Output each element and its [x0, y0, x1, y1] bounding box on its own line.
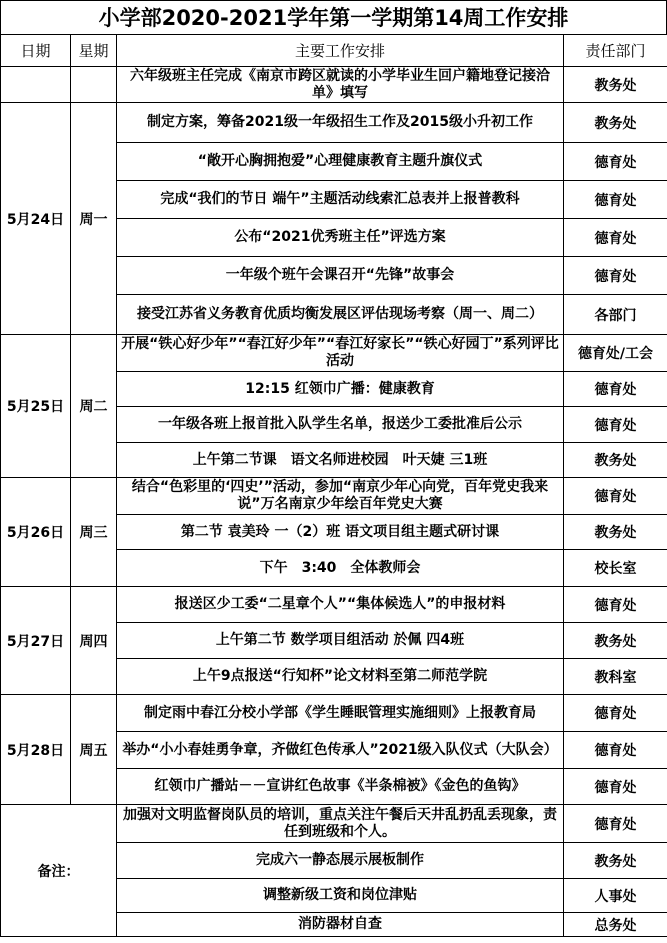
task-cell: 加强对文明监督岗队员的培训，重点关注午餐后天井乱扔乱丢现象，责任到班级和个人。 — [117, 805, 564, 843]
date-cell — [1, 67, 71, 103]
task-cell: 报送区少工委“二星章个人”“集体候选人”的申报材料 — [117, 587, 564, 623]
table-row — [1, 103, 667, 143]
table-row — [1, 695, 667, 732]
date-cell: 5月25日 — [1, 335, 71, 478]
dept-cell: 德育处 — [564, 769, 667, 805]
weekday-cell: 周二 — [71, 335, 117, 478]
dept-cell: 德育处 — [564, 587, 667, 623]
dept-cell: 教务处 — [564, 103, 667, 143]
task-cell: 制定方案，筹备2021级一年级招生工作及2015级小升初工作 — [117, 103, 564, 143]
task-cell: 红领巾广播站－－宣讲红色故事《半条棉被》《金色的鱼钩》 — [117, 769, 564, 805]
dept-cell: 教务处 — [564, 843, 667, 879]
header-task: 主要工作安排 — [117, 35, 564, 67]
dept-cell: 德育处 — [564, 407, 667, 443]
task-cell: 调整新级工资和岗位津贴 — [117, 879, 564, 913]
date-cell: 5月24日 — [1, 103, 71, 335]
dept-cell: 德育处/工会 — [564, 335, 667, 372]
dept-cell: 德育处 — [564, 695, 667, 732]
dept-cell: 德育处 — [564, 732, 667, 769]
weekday-cell — [71, 67, 117, 103]
dept-cell: 教务处 — [564, 623, 667, 659]
page-title: 小学部2020-2021学年第一学期第14周工作安排 — [0, 0, 667, 34]
task-cell: 结合“色彩里的‘四史’”活动，参加“南京少年心向党，百年党史我来说”万名南京少年绘百年党史大赛 — [117, 478, 564, 515]
task-cell: 上午第二节课 语文名师进校园 叶天婕 三1班 — [117, 443, 564, 478]
dept-cell: 总务处 — [564, 913, 667, 937]
dept-cell: 德育处 — [564, 181, 667, 219]
dept-cell: 德育处 — [564, 143, 667, 181]
dept-cell: 教务处 — [564, 443, 667, 478]
task-cell: 下午 3:40 全体教师会 — [117, 550, 564, 587]
task-cell: 制定雨中春江分校小学部《学生睡眠管理实施细则》上报教育局 — [117, 695, 564, 732]
task-cell: 六年级班主任完成《南京市跨区就读的小学毕业生回户籍地登记接洽单》填写 — [117, 67, 564, 103]
task-cell: 消防器材自查 — [117, 913, 564, 937]
date-cell: 5月26日 — [1, 478, 71, 587]
date-cell: 5月27日 — [1, 587, 71, 695]
header-weekday: 星期 — [71, 35, 117, 67]
task-cell: 开展“铁心好少年”“春江好少年”“春江好家长”“铁心好园丁”系列评比活动 — [117, 335, 564, 372]
table-row — [1, 67, 667, 103]
header-row — [1, 35, 667, 67]
dept-cell: 教科室 — [564, 659, 667, 695]
dept-cell: 德育处 — [564, 372, 667, 407]
task-cell: 第二节 袁美玲 一（2）班 语文项目组主题式研讨课 — [117, 515, 564, 550]
task-cell: 公布“2021优秀班主任”评选方案 — [117, 219, 564, 257]
table-row — [1, 805, 667, 843]
date-cell: 5月28日 — [1, 695, 71, 805]
weekday-cell: 周三 — [71, 478, 117, 587]
weekday-cell: 周一 — [71, 103, 117, 335]
task-cell: 一年级各班上报首批入队学生名单，报送少工委批准后公示 — [117, 407, 564, 443]
dept-cell: 德育处 — [564, 805, 667, 843]
notes-label: 备注： — [1, 805, 117, 937]
dept-cell: 德育处 — [564, 219, 667, 257]
task-cell: “敞开心胸拥抱爱”心理健康教育主题升旗仪式 — [117, 143, 564, 181]
weekday-cell: 周五 — [71, 695, 117, 805]
task-cell: 上午9点报送“行知杯”论文材料至第二师范学院 — [117, 659, 564, 695]
dept-cell: 教务处 — [564, 67, 667, 103]
dept-cell: 各部门 — [564, 295, 667, 335]
task-cell: 完成“我们的节日 端午”主题活动线索汇总表并上报普教科 — [117, 181, 564, 219]
table-row — [1, 335, 667, 372]
header-dept: 责任部门 — [564, 35, 667, 67]
task-cell: 12:15 红领巾广播：健康教育 — [117, 372, 564, 407]
dept-cell: 德育处 — [564, 257, 667, 295]
table-row — [1, 587, 667, 623]
schedule-table — [0, 34, 667, 937]
task-cell: 上午第二节 数学项目组活动 於佩 四4班 — [117, 623, 564, 659]
dept-cell: 教务处 — [564, 515, 667, 550]
task-cell: 完成六一静态展示展板制作 — [117, 843, 564, 879]
dept-cell: 德育处 — [564, 478, 667, 515]
dept-cell: 校长室 — [564, 550, 667, 587]
table-row — [1, 478, 667, 515]
dept-cell: 人事处 — [564, 879, 667, 913]
header-date: 日期 — [1, 35, 71, 67]
task-cell: 举办“小小春娃勇争章，齐做红色传承人”2021级入队仪式（大队会） — [117, 732, 564, 769]
weekday-cell: 周四 — [71, 587, 117, 695]
task-cell: 一年级个班午会课召开“先锋”故事会 — [117, 257, 564, 295]
task-cell: 接受江苏省义务教育优质均衡发展区评估现场考察（周一、周二） — [117, 295, 564, 335]
